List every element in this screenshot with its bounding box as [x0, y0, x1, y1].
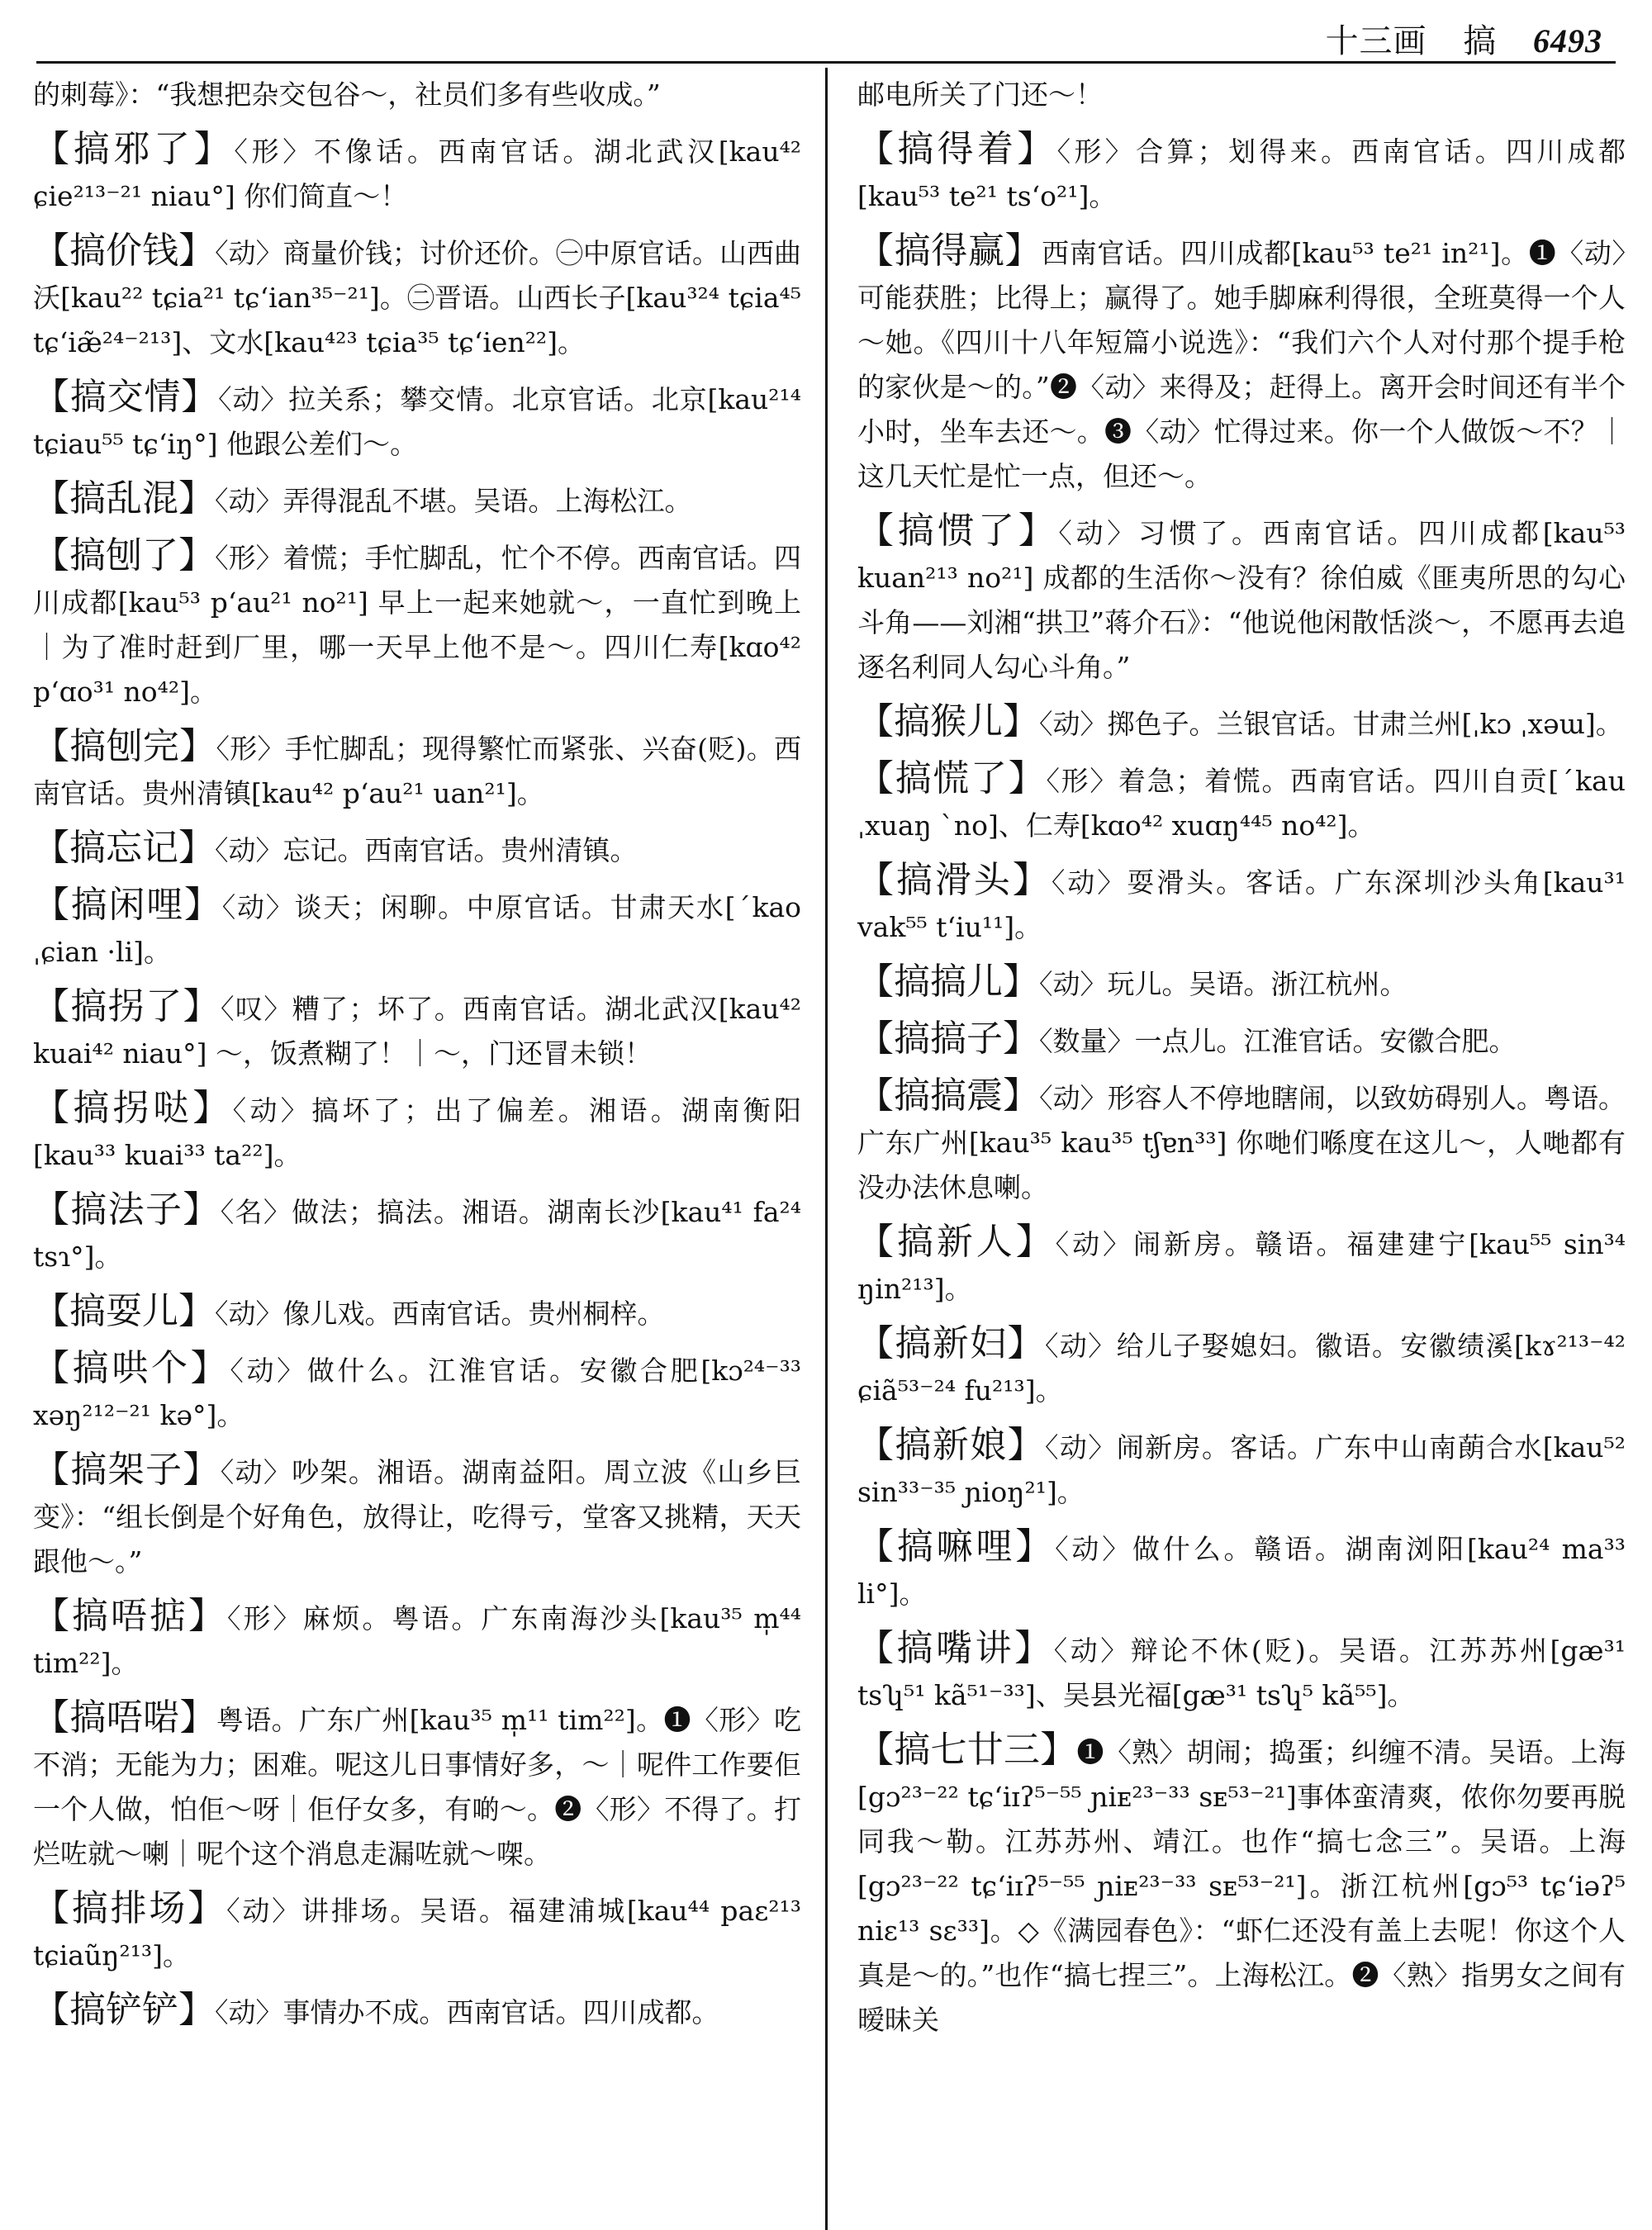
entry-definition: 〈动〉辩论不休(贬)。吴语。江苏苏州[gæ³¹ tsʮ⁵¹ kã⁵¹⁻³³]、吴县光福[gæ³¹ tsʮ⁵ kã⁵⁵]。 — [857, 1635, 1626, 1711]
entry-headword: 【搞搞震】 — [857, 1075, 1040, 1117]
entry-headword: 【搞得赢】 — [857, 230, 1042, 272]
continued-text: 的刺莓》：“我想把杂交包谷～，社员们多有些收成。” — [33, 78, 661, 111]
entry-definition: 〈动〉忘记。西南官话。贵州清镇。 — [215, 834, 638, 866]
headword-text: 搞慌了 — [895, 757, 1009, 799]
page-header — [1301, 15, 1602, 62]
dictionary-entry — [857, 1017, 1626, 1064]
headword-text: 搞新人 — [896, 1221, 1016, 1263]
header-char: 搞 — [1463, 22, 1498, 60]
entry-definition: 〈形〉不像话。西南官话。湖北武汉[kau⁴² ɕie²¹³⁻²¹ niau°] 你们简直～！ — [33, 135, 802, 212]
entry-definition: 〈形〉着慌；手忙脚乱，忙个不停。西南官话。四川成都[kau⁵³ p‘au²¹ no²¹] 早上一起来她就～，一直忙到晚上｜为了准时赶到厂里，哪一天早上他不是～。四川仁寿[kɑo⁴² p‘ɑo³¹ no⁴²]。 — [33, 542, 802, 708]
headword-text: 搞搞儿 — [894, 961, 1003, 1003]
dictionary-entry — [857, 127, 1626, 219]
entry-definition: 〈数量〉一点儿。江淮官话。安徽合肥。 — [1039, 1025, 1517, 1057]
entry-definition: 〈形〉麻烦。粤语。广东南海沙头[kau³⁵ m̩⁴⁴ tim²²]。 — [33, 1602, 801, 1679]
dictionary-entry — [857, 509, 1626, 690]
entry-headword: 【搞七廿三】 — [857, 1729, 1077, 1771]
entry-headword: 【搞慌了】 — [857, 757, 1047, 799]
entry-headword: 【搞唔啱】 — [33, 1696, 216, 1739]
entry-headword: 【搞刨了】 — [33, 534, 216, 576]
left-column — [33, 73, 801, 2045]
headword-text: 搞架子 — [70, 1449, 183, 1491]
entry-headword: 【搞邪了】 — [33, 128, 235, 170]
entry-headword: 【搞新人】 — [857, 1221, 1056, 1263]
headword-text: 搞闲哩 — [70, 884, 184, 926]
entry-definition: 〈动〉闹新房。赣语。福建建宁[kau⁵⁵ sin³⁴ ŋin²¹³]。 — [857, 1228, 1626, 1305]
column-divider — [825, 68, 828, 2230]
entry-definition: 〈名〉做法；搞法。湘语。湖南长沙[kau⁴¹ fa²⁴ tsɿ°]。 — [33, 1196, 802, 1273]
dictionary-entry — [857, 1074, 1626, 1210]
headword-text: 搞乱混 — [69, 477, 178, 520]
entry-headword: 【搞唔掂】 — [33, 1595, 227, 1637]
headword-text: 搞七廿三 — [894, 1729, 1041, 1771]
dictionary-entry — [33, 127, 801, 219]
dictionary-entry — [33, 1696, 801, 1877]
entry-headword: 【搞惯了】 — [857, 510, 1059, 552]
dictionary-entry — [33, 73, 801, 117]
entry-headword: 【搞哄个】 — [33, 1347, 230, 1389]
entry-headword: 【搞新妇】 — [857, 1322, 1045, 1364]
entry-definition: 〈动〉给儿子娶媳妇。徽语。安徽绩溪[kɤ²¹³⁻⁴² ɕiã⁵³⁻²⁴ fu²¹³]。 — [857, 1330, 1626, 1407]
entry-headword: 【搞猴儿】 — [857, 700, 1039, 743]
dictionary-entry — [33, 1289, 801, 1336]
entry-definition: 〈形〉着急；着慌。西南官话。四川自贡[ˊkau ˌxuaŋ ˋno]、仁寿[kɑo⁴² xuɑŋ⁴⁴⁵ no⁴²]。 — [857, 765, 1626, 842]
entry-definition: 西南官话。四川成都[kau⁵³ te²¹ in²¹]。❶〈动〉可能获胜；比得上；赢得了。她手脚麻利得很，全班莫得一个人～她。《四川十八年短篇小说选》：“我们六个人对付那个提手枪的家伙是～的。”❷〈动〉来得及；赶得上。离开会时间还有半个小时，坐车去还～。❸〈动〉忙得过来。你一个人做饭～不？｜这几天忙是忙一点，但还～。 — [857, 237, 1626, 492]
entry-definition: 〈动〉谈天；闲聊。中原官话。甘肃天水[ˊkao ˌɕian ·li]。 — [33, 891, 802, 968]
entry-headword: 【搞排场】 — [33, 1887, 227, 1929]
entry-headword: 【搞铲铲】 — [33, 1989, 215, 2031]
entry-headword: 【搞拐了】 — [33, 985, 221, 1027]
entry-definition: 〈动〉像儿戏。西南官话。贵州桐梓。 — [215, 1298, 665, 1330]
dictionary-entry — [857, 1525, 1626, 1616]
headword-text: 搞价钱 — [69, 230, 179, 272]
entry-definition: 〈动〉习惯了。西南官话。四川成都[kau⁵³ kuan²¹³ no²¹] 成都的生活你～没有？徐伯威《匪夷所思的勾心斗角——刘湘“拱卫”蒋介石》：“他说他闲散恬淡～，不愿再去追逐名利同人勾心斗角。” — [857, 517, 1626, 683]
headword-text: 搞排场 — [71, 1887, 188, 1929]
dictionary-entry — [857, 73, 1626, 117]
dictionary-entry — [33, 534, 801, 714]
headword-text: 搞刨了 — [69, 534, 179, 576]
dictionary-entry — [33, 1346, 801, 1438]
headword-text: 搞邪了 — [73, 128, 194, 170]
dictionary-entry — [857, 700, 1626, 747]
entry-headword: 【搞价钱】 — [33, 230, 216, 272]
section-label: 十三画 — [1325, 22, 1427, 60]
right-column — [857, 73, 1626, 2052]
headword-text: 搞惯了 — [897, 510, 1018, 552]
dictionary-entry — [857, 858, 1626, 950]
headword-text: 搞拐哒 — [73, 1087, 193, 1129]
entry-headword: 【搞嘛哩】 — [857, 1525, 1056, 1568]
entry-headword: 【搞闲哩】 — [33, 884, 222, 926]
entry-definition: 〈动〉事情办不成。西南官话。四川成都。 — [215, 1996, 719, 2028]
entry-definition: 〈动〉拉关系；攀交情。北京官话。北京[kau²¹⁴ tɕiau⁵⁵ tɕ‘iŋ°] 他跟公差们～。 — [33, 383, 801, 460]
headword-text: 搞忘记 — [69, 827, 178, 869]
entry-definition: 〈叹〉糟了；坏了。西南官话。湖北武汉[kau⁴² kuai⁴² niau°] ～，饭煮糊了！｜～，门还冒未锁！ — [33, 993, 802, 1070]
dictionary-entry — [33, 477, 801, 524]
dictionary-entry — [33, 1886, 801, 1978]
entry-headword: 【搞拐哒】 — [33, 1087, 233, 1129]
dictionary-entry — [857, 960, 1626, 1007]
dictionary-entry — [33, 883, 801, 975]
headword-text: 搞新妇 — [895, 1322, 1008, 1364]
entry-definition: 〈动〉掷色子。兰银官话。甘肃兰州[ˌkɔ ˌxəɯ]。 — [1039, 708, 1623, 740]
dictionary-entry — [857, 1728, 1626, 2043]
dictionary-entry — [33, 1448, 801, 1584]
entry-headword: 【搞滑头】 — [857, 859, 1051, 901]
entry-headword: 【搞法子】 — [33, 1189, 221, 1231]
entry-headword: 【搞架子】 — [33, 1449, 221, 1491]
dictionary-entry — [857, 1321, 1626, 1413]
entry-headword: 【搞搞子】 — [857, 1018, 1039, 1060]
dictionary-entry — [33, 1988, 801, 2035]
entry-headword: 【搞忘记】 — [33, 827, 215, 869]
dictionary-entry — [857, 1220, 1626, 1312]
dictionary-entry — [857, 1423, 1626, 1515]
dictionary-entry — [33, 229, 801, 365]
headword-text: 搞耍儿 — [69, 1290, 178, 1332]
headword-text: 搞猴儿 — [894, 700, 1003, 743]
dictionary-entry — [33, 724, 801, 816]
entry-definition: 〈动〉做什么。赣语。湖南浏阳[kau²⁴ ma³³ li°]。 — [857, 1533, 1626, 1610]
header-rule — [36, 61, 1616, 64]
entry-headword: 【搞得着】 — [857, 128, 1057, 170]
dictionary-entry — [857, 229, 1626, 499]
entry-definition: 〈形〉手忙脚乱；现得繁忙而紧张、兴奋(贬)。西南官话。贵州清镇[kau⁴² p‘au²¹ uan²¹]。 — [33, 733, 802, 809]
entry-definition: 〈动〉搞坏了；出了偏差。湘语。湖南衡阳[kau³³ kuai³³ ta²²]。 — [33, 1094, 802, 1171]
headword-text: 搞得着 — [897, 128, 1018, 170]
entry-definition: ❶〈熟〉胡闹；捣蛋；纠缠不清。吴语。上海[gɔ²³⁻²² tɕ‘iɪʔ⁵⁻⁵⁵ ɲiᴇ²³⁻³³ sᴇ⁵³⁻²¹]事体蛮清爽，侬你勿要再脱同我～勒。江苏苏州、靖江。也作“搞七念三”。吴语。上海[gɔ²³⁻²² tɕ‘iɪʔ⁵⁻⁵⁵ ɲiᴇ²³⁻³³ sᴇ⁵³⁻²¹]。浙江杭州[gɔ⁵³ tɕ‘iəʔ⁵ niɛ¹³ sɛ³³]。◇《满园春色》：“虾仁还没有盖上去呢！你这个人真是～的。”也作“搞七捏三”。上海松江。❷〈熟〉指男女之间有暧昧关 — [857, 1736, 1626, 2036]
headword-text: 搞铲铲 — [69, 1989, 178, 2031]
entry-definition: 〈形〉合算；划得来。西南官话。四川成都[kau⁵³ te²¹ ts‘o²¹]。 — [857, 135, 1626, 212]
entry-headword: 【搞交情】 — [33, 376, 219, 418]
headword-text: 搞搞子 — [894, 1018, 1003, 1060]
headword-text: 搞嘛哩 — [896, 1525, 1016, 1568]
entry-definition: 〈动〉讲排场。吴语。福建浦城[kau⁴⁴ paɛ²¹³ tɕiaũŋ²¹³]。 — [33, 1895, 802, 1971]
headword-text: 搞法子 — [70, 1189, 183, 1231]
entry-definition: 〈动〉吵架。湘语。湖南益阳。周立波《山乡巨变》：“组长倒是个好角色，放得让，吃得亏，堂客又挑精，天天跟他～。” — [33, 1456, 802, 1578]
dictionary-entry — [33, 985, 801, 1076]
headword-text: 搞搞震 — [894, 1075, 1004, 1117]
headword-text: 搞哄个 — [72, 1347, 191, 1389]
headword-text: 搞嘴讲 — [896, 1627, 1015, 1669]
entry-definition: 粤语。广东广州[kau³⁵ m̩¹¹ tim²²]。❶〈形〉吃不消；无能为力；困难。呢这儿日事情好多，～｜呢件工作要佢一个人做，怕佢～呀｜佢仔女多，有啲～。❷〈形〉不得了。打烂咗就～喇｜呢个这个消息走漏咗就～㗎。 — [33, 1704, 802, 1870]
entry-headword: 【搞耍儿】 — [33, 1290, 215, 1332]
dictionary-entry — [33, 826, 801, 873]
entry-definition: 〈动〉商量价钱；讨价还价。㊀中原官话。山西曲沃[kau²² tɕia²¹ tɕ‘ian³⁵⁻²¹]。㊁晋语。山西长子[kau³²⁴ tɕia⁴⁵ tɕ‘iæ̃²⁴⁻²¹³]、文水[kau⁴²³ tɕia³⁵ tɕ‘ien²²]。 — [33, 237, 802, 358]
entry-headword: 【搞新娘】 — [857, 1424, 1046, 1466]
headword-text: 搞交情 — [69, 376, 182, 418]
entry-headword: 【搞乱混】 — [33, 477, 215, 520]
dictionary-entry — [33, 1086, 801, 1178]
headword-text: 搞唔掂 — [72, 1595, 188, 1637]
entry-definition: 〈动〉闹新房。客话。广东中山南蓢合水[kau⁵² sin³³⁻³⁵ ɲioŋ²¹]。 — [857, 1431, 1626, 1508]
headword-text: 搞刨完 — [69, 725, 180, 767]
entry-definition: 〈动〉形容人不停地瞎闹，以致妨碍别人。粤语。广东广州[kau³⁵ kau³⁵ tʃɐn³³] 你哋们喺度在这儿～，人哋都有没办法休息喇。 — [857, 1082, 1626, 1203]
page-number: 6493 — [1533, 22, 1602, 59]
dictionary-entry — [33, 1594, 801, 1686]
entry-definition: 〈动〉耍滑头。客话。广东深圳沙头角[kau³¹ vak⁵⁵ t‘iu¹¹]。 — [857, 866, 1626, 943]
headword-text: 搞拐了 — [70, 985, 183, 1027]
headword-text: 搞滑头 — [895, 859, 1013, 901]
dictionary-entry — [857, 757, 1626, 848]
entry-definition: 〈动〉弄得混乱不堪。吴语。上海松江。 — [215, 485, 692, 517]
entry-definition: 〈动〉做什么。江淮官话。安徽合肥[kɔ²⁴⁻³³ xəŋ²¹²⁻²¹ kə°]。 — [33, 1355, 802, 1431]
dictionary-entry — [33, 1188, 801, 1279]
entry-headword: 【搞嘴讲】 — [857, 1627, 1054, 1669]
headword-text: 搞得赢 — [894, 230, 1005, 272]
dictionary-entry — [857, 1626, 1626, 1718]
dictionary-entry — [33, 375, 801, 467]
entry-definition: 〈动〉玩儿。吴语。浙江杭州。 — [1039, 968, 1408, 1000]
headword-text: 搞新娘 — [895, 1424, 1008, 1466]
headword-text: 搞唔啱 — [69, 1696, 180, 1739]
entry-headword: 【搞刨完】 — [33, 725, 216, 767]
continued-text: 邮电所关了门还～！ — [857, 78, 1103, 111]
entry-headword: 【搞搞儿】 — [857, 961, 1039, 1003]
